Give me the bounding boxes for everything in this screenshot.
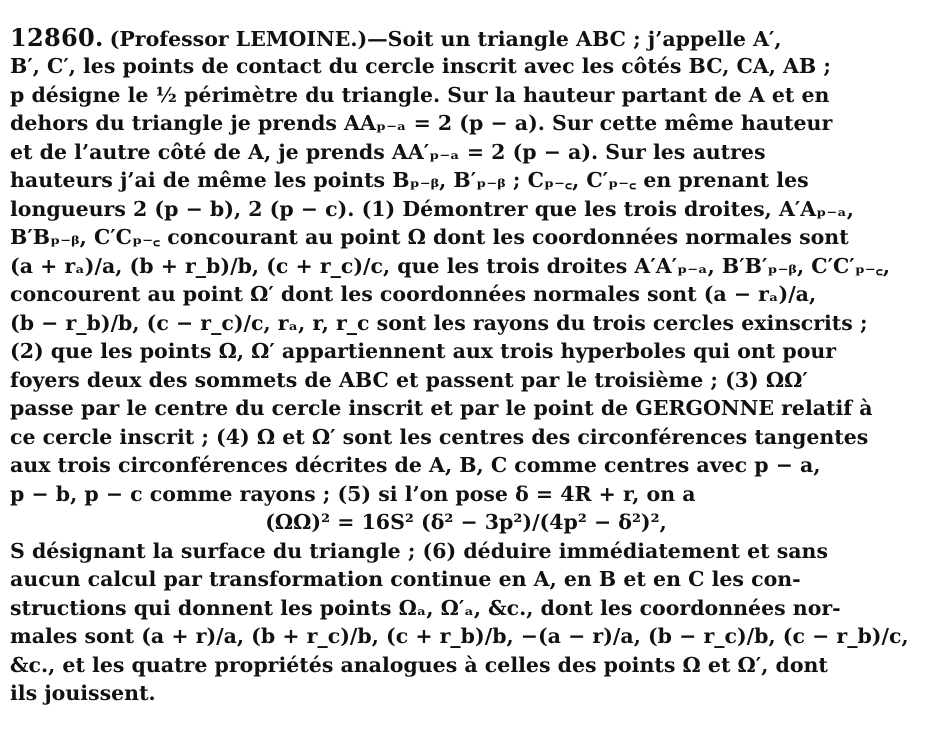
- text-line-21: structions qui donnent les points Ωₐ, Ω′ₐ, &c., dont les coordonnées nor-: [10, 596, 841, 620]
- text-line-13: foyers deux des sommets de ABC et passent par le troisième ; (3) ΩΩ′: [10, 368, 808, 392]
- text-line-11: (b − r_b)/b, (c − r_c)/c, rₐ, r, r_c sont les rayons du trois cercles exinscrits ;: [10, 311, 868, 335]
- document-page: [10, 10, 922, 730]
- text-line-1: [10, 24, 922, 52]
- text-line-17: p − b, p − c comme rayons ; (5) si l’on pose δ = 4R + r, on a: [10, 482, 696, 506]
- text-line-22: males sont (a + r)/a, (b + r_c)/b, (c + r_b)/b, −(a − r)/a, (b − r_c)/b, (c − r_b)/c,: [10, 624, 909, 648]
- text-line-2: B′, C′, les points de contact du cercle inscrit avec les côtés BC, CA, AB ;: [10, 54, 831, 78]
- text-line-7: longueurs 2 (p − b), 2 (p − c). (1) Démontrer que les trois droites, A′Aₚ₋ₐ,: [10, 197, 854, 221]
- text-line-16: aux trois circonférences décrites de A, B, C comme centres avec p − a,: [10, 453, 821, 477]
- line-1-text: (Professor LEMOINE.)—Soit un triangle ABC ; j’appelle A′,: [109, 27, 782, 51]
- text-line-23: &c., et les quatre propriétés analogues à celles des points Ω et Ω′, dont: [10, 653, 828, 677]
- problem-number: 12860.: [10, 23, 104, 52]
- text-line-20: aucun calcul par transformation continue en A, en B et en C les con-: [10, 567, 801, 591]
- text-line-15: ce cercle inscrit ; (4) Ω et Ω′ sont les centres des circonférences tangentes: [10, 425, 869, 449]
- text-line-8: B′Bₚ₋ᵦ, C′Cₚ₋꜀ concourant au point Ω dont les coordonnées normales sont: [10, 225, 849, 249]
- text-line-14: passe par le centre du cercle inscrit et par le point de GERGONNE relatif à: [10, 396, 873, 420]
- text-line-24: ils jouissent.: [10, 681, 156, 705]
- text-line-12: (2) que les points Ω, Ω′ appartiennent aux trois hyperboles qui ont pour: [10, 339, 837, 363]
- text-line-10: concourent au point Ω′ dont les coordonnées normales sont (a − rₐ)/a,: [10, 282, 817, 306]
- formula-line: (ΩΩ)² = 16S² (δ² − 3p²)/(4p² − δ²)²,: [265, 510, 667, 534]
- text-line-5: et de l’autre côté de A, je prends AA′ₚ₋ₐ = 2 (p − a). Sur les autres: [10, 140, 766, 164]
- text-line-6: hauteurs j’ai de même les points Bₚ₋ᵦ, B′ₚ₋ᵦ ; Cₚ₋꜀, C′ₚ₋꜀ en prenant les: [10, 168, 809, 192]
- text-line-9: (a + rₐ)/a, (b + r_b)/b, (c + r_c)/c, que les trois droites A′A′ₚ₋ₐ, B′B′ₚ₋ᵦ, C′C′ₚ₋꜀,: [10, 254, 890, 278]
- text-line-3: p désigne le ½ périmètre du triangle. Sur la hauteur partant de A et en: [10, 83, 830, 107]
- text-line-19: S désignant la surface du triangle ; (6) déduire immédiatement et sans: [10, 539, 828, 563]
- text-line-4: dehors du triangle je prends AAₚ₋ₐ = 2 (p − a). Sur cette même hauteur: [10, 111, 833, 135]
